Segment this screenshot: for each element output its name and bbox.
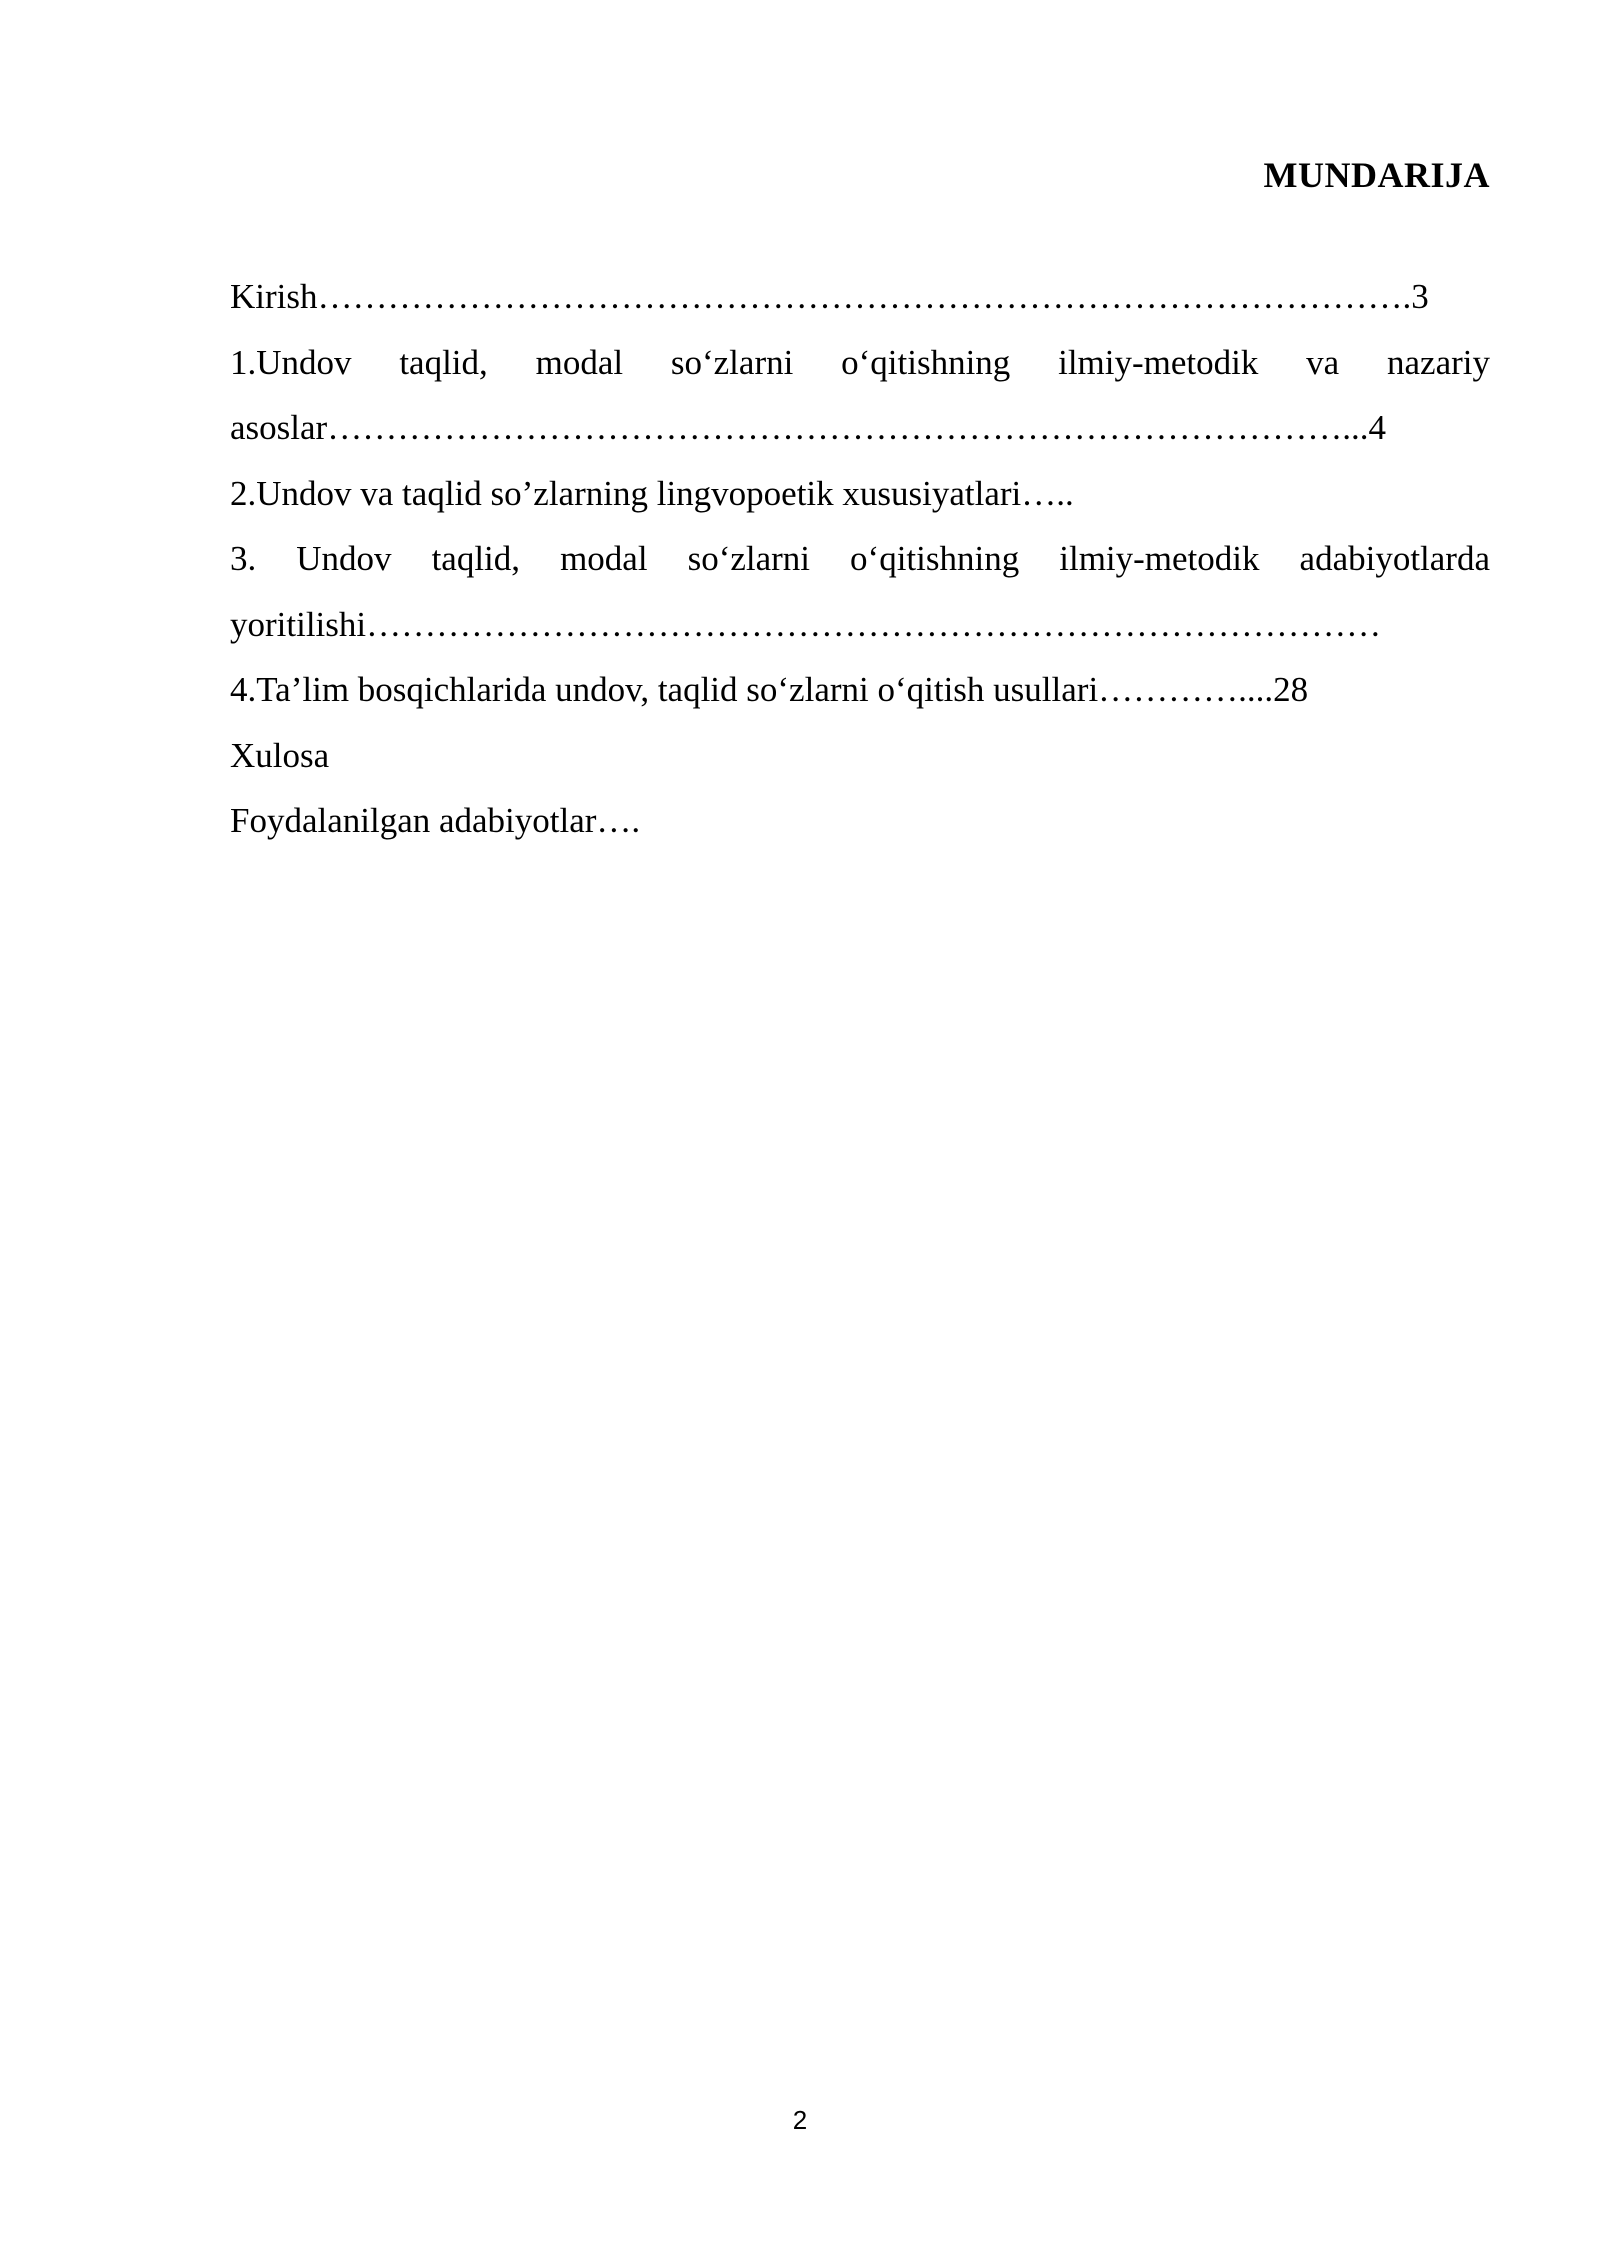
toc-entry-chapter-3-line-2: yoritilishi……………………………………………………………………………: [230, 604, 1382, 644]
toc-entry-chapter-3-line-1: 3. Undov taqlid, modal so‘zlarni o‘qitishning ilmiy-metodik adabiyotlarda: [230, 539, 1490, 578]
page-number: 2: [792, 2105, 808, 2135]
toc-entry-chapter-4: 4.Ta’lim bosqichlarida undov, taqlid so‘zlarni o‘qitish usullari…………....28: [230, 670, 1309, 709]
toc-entry-chapter-2: 2.Undov va taqlid so’zlarning lingvopoetik xususiyatlari…..: [230, 473, 1074, 513]
toc-entry-adabiyotlar: Foydalanilgan adabiyotlar….: [230, 801, 641, 840]
toc-entry-chapter-1-line-1: 1.Undov taqlid, modal so‘zlarni o‘qitishning ilmiy-metodik va nazariy: [230, 342, 1490, 382]
table-of-contents: [230, 264, 1490, 854]
toc-entry-xulosa: Xulosa: [230, 735, 330, 775]
toc-entry-chapter-1-line-2: asoslar……………………………………………………………………………...4: [230, 408, 1386, 447]
page-title: MUNDARIJA: [1263, 155, 1490, 195]
toc-entry-kirish: Kirish………………………………………………………………………………….3: [230, 277, 1429, 316]
